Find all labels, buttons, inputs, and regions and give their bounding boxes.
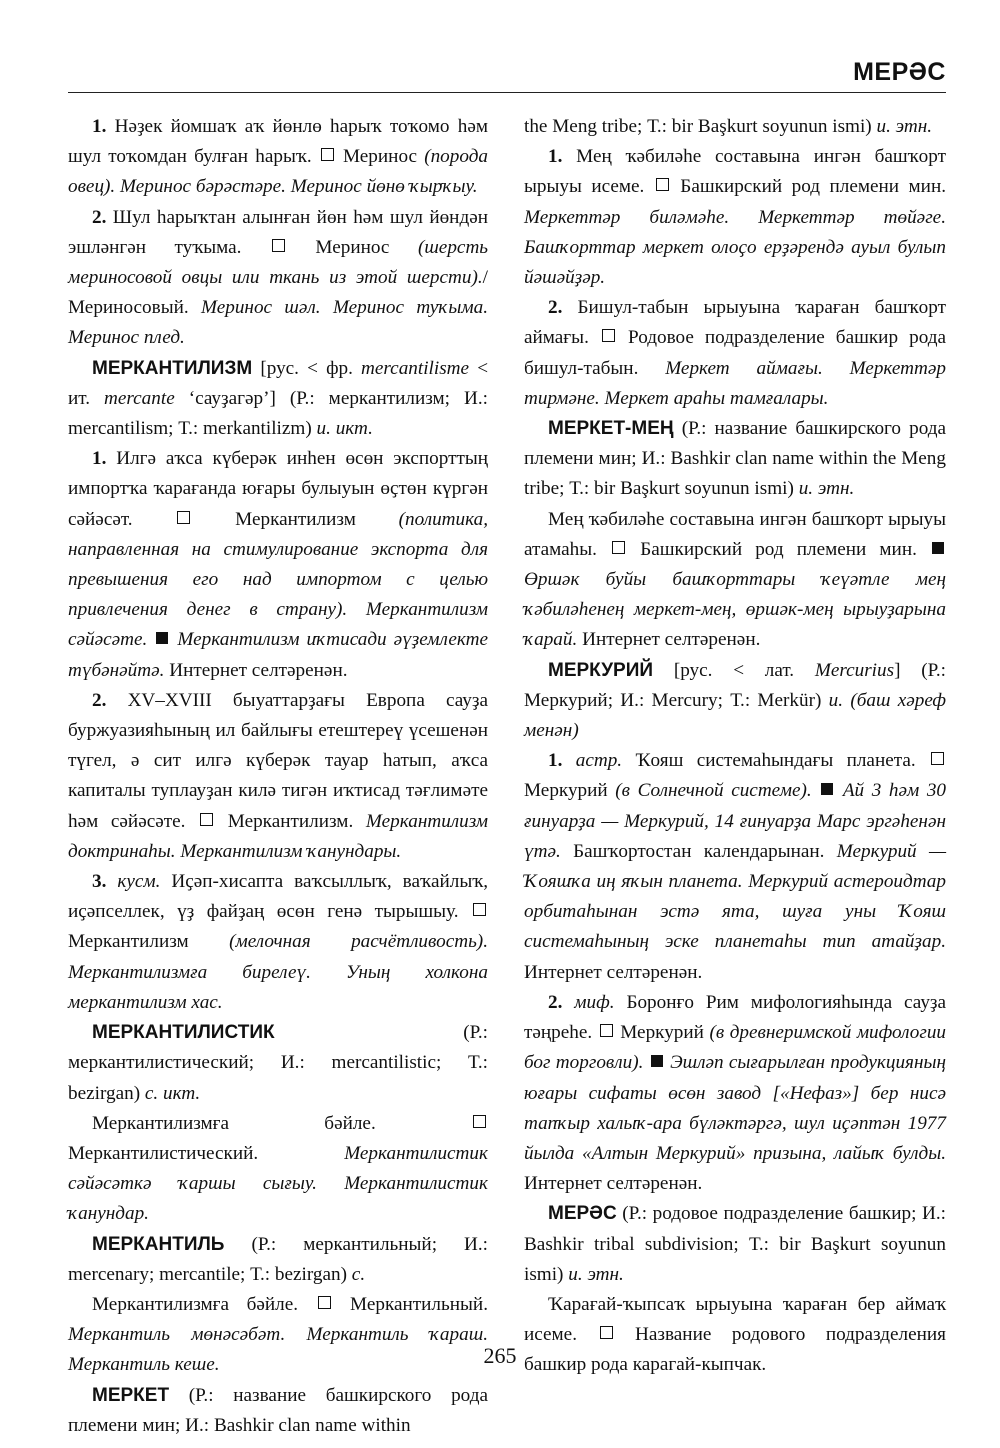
sense-1: 1. Мең ҡәбиләһе составына ингән башҡорт ырыуы исеме. Башкирский род племени мин. Меркеттәр биләмәһе. Меркеттәр төйәге. Башҡорттар меркет олоҫо ерҙәрендә ауыл булып йәшәйҙәр. [524, 146, 947, 289]
headword: МЕРКАНТИЛИЗМ [92, 357, 253, 379]
headword: МЕРӘС [548, 1203, 617, 1225]
headword: МЕРКАНТИЛЬ [92, 1233, 225, 1255]
sense-2: 2. Бишул-табын ырыуына ҡараған башҡорт аймағы. Родовое подразделение башкир рода бишул-табын. Меркет аймағы. Меркеттәр тирмәне. Меркет араһы тамғалары. [524, 297, 947, 409]
headword: МЕРКУРИЙ [548, 659, 654, 681]
square-icon [612, 541, 625, 554]
definition: Мең ҡәбиләһе составына ингән башҡорт ырыуы атамаһы. Башкирский род племени мин. Өршәк буйы башҡорттары ҡеүәтле мең ҡәбиләһенең меркет-мең, өршәк-мең ырыуҙарына ҡарай. Интернет селтәренән. [524, 508, 946, 651]
black-square-icon [932, 542, 944, 554]
sense-2: 2. Шул һарыҡтан алынған йөн һәм шул йөндән эшләнгән туҡыма. Меринос (шерсть мериносовой овцы или ткань из этой шерсти)./ Мериносовый. Меринос шәл. Меринос туҡыма. Меринос плед. [68, 206, 489, 349]
entry-meras: МЕРӘС (Р.: родовое подразделение башкир; И.: Bashkir tribal subdivision; Т.: bir Başkurt soyunun ismi) и. этн. [524, 1203, 946, 1285]
black-square-icon [651, 1055, 663, 1067]
square-icon [600, 1024, 613, 1037]
running-header [68, 56, 946, 93]
square-icon [600, 1326, 613, 1339]
headword: МЕРКЕТ [92, 1384, 170, 1406]
entry-merkantil: МЕРКАНТИЛЬ (Р.: меркантильный; И.: mercenary; mercantile; Т.: bezirgan) с. [68, 1233, 488, 1285]
entry-merkuriy: МЕРКУРИЙ [рус. < лат. Mercurius] (Р.: Меркурий; И.: Mercury; Т.: Merkür) и. (баш хәреф менән) [524, 659, 947, 742]
headword: МЕРКЕТ-МЕҢ [548, 418, 674, 440]
square-icon [200, 813, 213, 826]
headword: МЕРКАНТИЛИСТИК [92, 1022, 275, 1044]
entry-continuation: the Meng tribe; Т.: bir Başkurt soyunun ismi) и. этн. [524, 116, 933, 137]
square-icon [321, 148, 334, 161]
sense-1: 1. Нәҙек йомшаҡ аҡ йөнлө һарыҡ тоҡомо һәм шул тоҡомдан булған һарыҡ. Меринос (порода овец). Меринос бәрәстәре. Меринос йөнө ҡырҡыу. [68, 116, 489, 198]
page-number: 265 [483, 1343, 517, 1368]
square-icon [177, 511, 190, 524]
square-icon [272, 239, 285, 252]
left-column [68, 112, 488, 1441]
definition: Меркантилизмға бәйле. Меркантилистический. Меркантилистик сәйәсәткә ҡаршы сығыу. Меркантилистик ҡанундар. [68, 1112, 488, 1225]
sense-1: 1. астр. Ҡояш системаһындағы планета. Меркурий (в Солнечной системе). Ай 3 һәм 30 ғинуарҙа — Меркурий, 14 ғинуарҙа Марс эргәһенән үтә. Башҡортостан календарынан. Меркурий — Ҡояшҡа иң яҡын планета. Меркурий астероидтар орбитаһынан эстә ята, шуға уны Ҡояш системаһының эске планетаһы тип атайҙар. Интернет селтәренән. [524, 750, 947, 983]
entry-merket: МЕРКЕТ (Р.: название башкирского рода племени мин; И.: Bashkir clan name within [68, 1384, 488, 1436]
square-icon [931, 752, 944, 765]
sense-2: 2. XV–XVIII быуаттарҙағы Европа сауҙа буржуазияһының ил байлығы етештереү үсешенән түгел, ә сит илгә күберәк тауар һатып, аҡса капиталы туплауҙан килә тигән иҡтисад тәғлимәте һәм сәйәсәте. Меркантилизм. Меркантилизм доктринаһы. Меркантилизм ҡанундары. [68, 689, 489, 862]
square-icon [473, 903, 486, 916]
entry-merket-men: МЕРКЕТ-МЕҢ (Р.: название башкирского рода племени мин; И.: Bashkir clan name within the Meng tribe; Т.: bir Başkurt soyunun ismi) и. этн. [524, 418, 947, 500]
square-icon [656, 178, 669, 191]
right-column [524, 112, 946, 1381]
black-square-icon [156, 632, 168, 644]
entry-merkantilistik: МЕРКАНТИЛИСТИК (Р.: меркантилистический; И.: mercantilistic; Т.: bezirgan) с. икт. [68, 1022, 488, 1104]
entry-merkantilizm: МЕРКАНТИЛИЗМ [рус. < фр. mercantilisme < ит. mercante ‘сауҙагәр’] (Р.: меркантилизм; И.: mercantilism; Т.: merkantilizm) и. икт. [68, 357, 489, 440]
square-icon [602, 329, 615, 342]
definition: Меркантилизмға бәйле. Меркантильный. Меркантиль мөнәсәбәт. Меркантиль ҡараш. Меркантиль кеше. [68, 1293, 488, 1376]
definition: Ҡарағай-ҡыпсаҡ ырыуына ҡараған бер аймаҡ исеме. Название родового подразделения башкир рода карагай-кыпчак. [524, 1293, 947, 1376]
square-icon [318, 1296, 331, 1309]
sense-1: 1. Илгә аҡса күберәк инһен өсөн экспорттың импортҡа ҡарағанда юғары булыуын өҫтөн күргән сәйәсәт. Меркантилизм (политика, направленная на стимулирование экспорта для превышения его над импортом с целью привлечения денег в страну). Меркантилизм сәйәсәте. Меркантилизм иҡтисади әүҙемлекте түбәнәйтә. Интернет селтәренән. [68, 448, 489, 681]
sense-2: 2. миф. Боронғо Рим мифологияһында сауҙа тәңреһе. Меркурий (в древнеримской мифологии бог торговли). Эшләп сығарылған продукцияның юғары сифаты өсөн завод [«Нефаз»] бер нисә тапҡыр халыҡ-ара бүләктәргә, шул иҫәптән 1977 йылда «Алтын Меркурий» призына, лайыҡ булды. Интернет селтәренән. [524, 991, 947, 1195]
square-icon [473, 1115, 486, 1128]
running-head-title: МЕРӘС [853, 58, 946, 86]
black-square-icon [821, 783, 833, 795]
sense-3: 3. кусм. Иҫәп-хисапта ваҡсыллыҡ, ваҡайлыҡ, иҫәпселлек, үҙ файҙаң өсөн генә тырышыу. Меркантилизм (мелочная расчётливость). Меркантилизмға бирелеү. Уның холкона меркантилизм хас. [68, 871, 489, 1013]
